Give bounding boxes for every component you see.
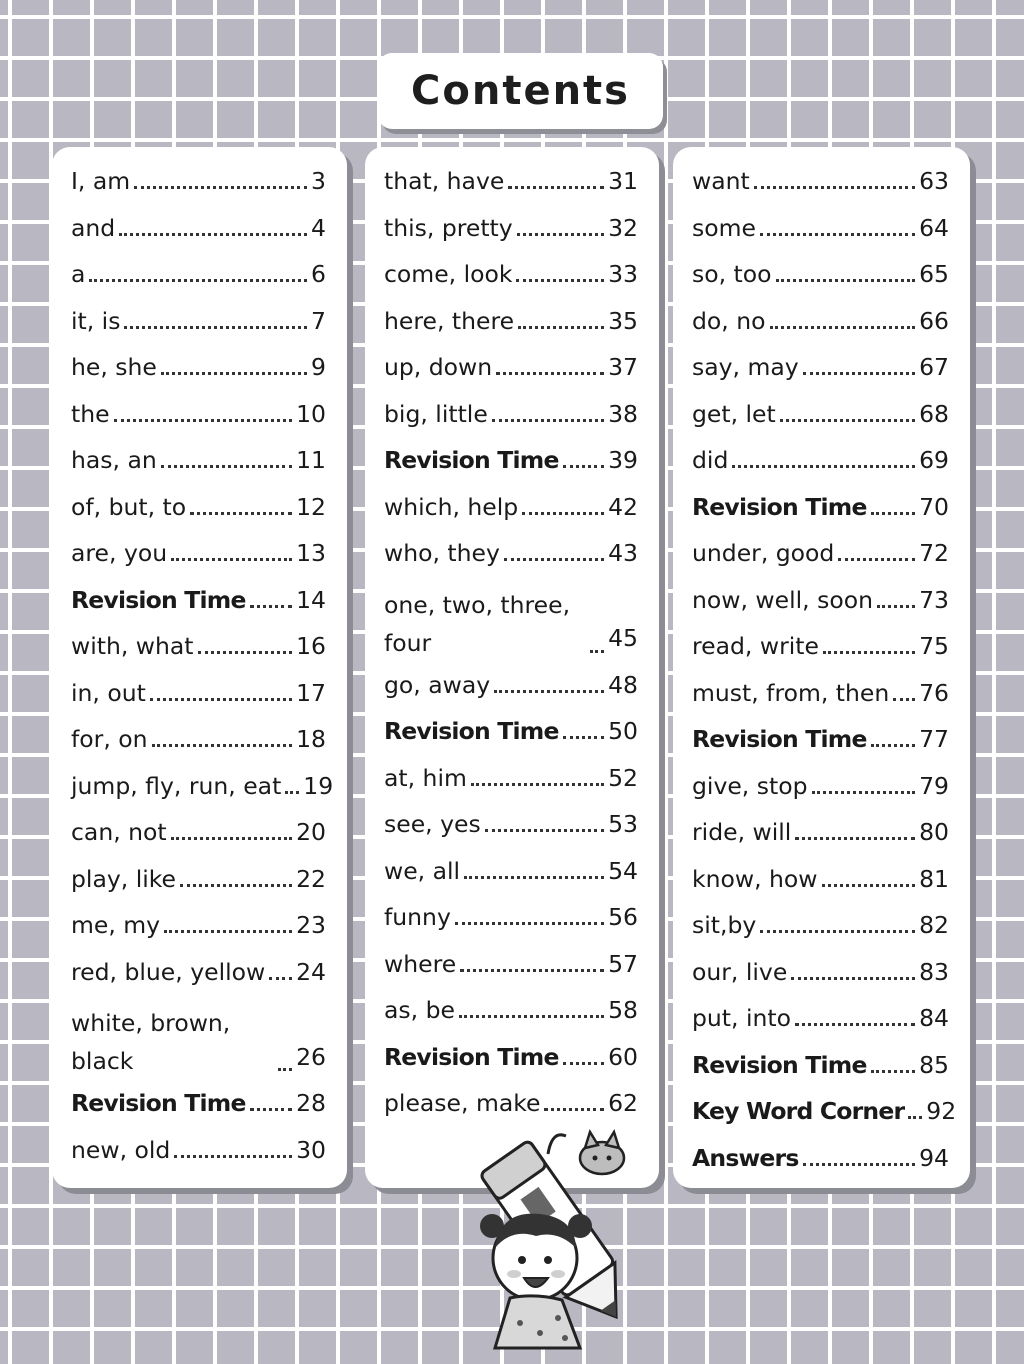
- entry-title: big, little: [384, 399, 488, 428]
- entry-title: put, into: [692, 1004, 791, 1032]
- entry-page-number: 23: [296, 911, 326, 939]
- contents-entry: [673, 856, 970, 903]
- contents-entry: [52, 158, 347, 205]
- contents-entry: [52, 809, 347, 856]
- contents-entry: [365, 391, 659, 438]
- entry-title: this, pretty: [384, 213, 513, 242]
- dot-leader: [278, 1068, 292, 1071]
- entry-title: for, on: [71, 725, 148, 753]
- entry-title: come, look: [384, 260, 513, 288]
- contents-entry: [365, 801, 659, 848]
- entry-page-number: 10: [296, 399, 326, 428]
- entry-page-number: 4: [311, 213, 326, 242]
- contents-entry: [673, 391, 970, 438]
- entry-page-number: 62: [608, 1089, 638, 1117]
- entry-title: did: [692, 446, 729, 474]
- entry-title: one, two, three, four: [384, 590, 571, 657]
- entry-title: who, they: [384, 539, 500, 567]
- entry-page-number: 37: [608, 353, 638, 381]
- dot-leader: [590, 650, 604, 653]
- entry-title: see, yes: [384, 810, 481, 838]
- dot-leader: [803, 372, 915, 375]
- entry-page-number: 83: [919, 957, 949, 986]
- entry-page-number: 17: [296, 678, 326, 707]
- entry-page-number: 43: [608, 539, 638, 567]
- dot-leader: [516, 279, 604, 282]
- contents-entry: [52, 205, 347, 252]
- dot-leader: [504, 558, 604, 561]
- dot-leader: [563, 465, 604, 468]
- entry-title: as, be: [384, 996, 455, 1024]
- entry-title: he, she: [71, 353, 157, 381]
- entry-page-number: 28: [296, 1089, 326, 1117]
- dot-leader: [134, 186, 307, 189]
- dot-leader: [877, 605, 915, 608]
- contents-entry: [673, 670, 970, 717]
- contents-entry: [52, 1080, 347, 1127]
- entry-page-number: 32: [608, 213, 638, 242]
- dot-leader: [114, 419, 293, 422]
- entry-title: read, write: [692, 632, 819, 660]
- contents-entry: [365, 530, 659, 577]
- contents-entry: [365, 755, 659, 802]
- entry-page-number: 38: [608, 399, 638, 428]
- entry-title: of, but, to: [71, 492, 187, 521]
- entry-page-number: 81: [919, 864, 949, 893]
- page-title: Contents: [411, 68, 630, 114]
- contents-entry: [365, 251, 659, 298]
- dot-leader: [198, 651, 293, 654]
- dot-leader: [803, 1163, 916, 1166]
- dot-leader: [492, 419, 604, 422]
- contents-column-1: [52, 147, 347, 1188]
- entry-page-number: 45: [608, 624, 638, 652]
- dot-leader: [795, 1023, 915, 1026]
- entry-title: our, live: [692, 957, 788, 986]
- entry-title: please, make: [384, 1089, 541, 1117]
- entry-page-number: 79: [919, 771, 949, 800]
- entry-page-number: 13: [296, 539, 326, 567]
- dot-leader: [152, 744, 293, 747]
- contents-entry: [673, 902, 970, 949]
- entry-page-number: 53: [608, 810, 638, 838]
- dot-leader: [89, 279, 307, 282]
- entry-page-number: 3: [311, 167, 326, 195]
- entry-title: Revision Time: [384, 446, 559, 474]
- entry-title: has, an: [71, 446, 157, 474]
- entry-page-number: 31: [608, 167, 638, 195]
- contents-entry: [673, 530, 970, 577]
- dot-leader: [780, 419, 915, 422]
- entry-page-number: 20: [296, 818, 326, 846]
- entry-title: and: [71, 213, 116, 242]
- entry-page-number: 84: [919, 1004, 949, 1032]
- contents-entry: [52, 623, 347, 670]
- contents-entry: [52, 716, 347, 763]
- entry-title: me, my: [71, 911, 161, 939]
- entry-title: ride, will: [692, 818, 792, 846]
- entry-title: white, brown, black: [71, 1009, 231, 1075]
- entry-title: that, have: [384, 167, 505, 195]
- dot-leader: [180, 884, 292, 887]
- entry-page-number: 19: [303, 771, 334, 800]
- entry-page-number: 63: [919, 167, 949, 195]
- contents-entry: [673, 577, 970, 624]
- entry-title: at, him: [384, 763, 467, 792]
- entry-page-number: 68: [919, 399, 949, 428]
- contents-entry: [673, 437, 970, 484]
- dot-leader: [494, 690, 604, 693]
- contents-entry: [673, 298, 970, 345]
- contents-entry: [365, 158, 659, 205]
- dot-leader: [455, 922, 604, 925]
- contents-entry: [52, 484, 347, 531]
- dot-leader: [770, 326, 916, 329]
- dot-leader: [838, 558, 915, 561]
- entry-page-number: 77: [919, 725, 949, 753]
- entry-page-number: 80: [919, 818, 949, 846]
- entry-title: Revision Time: [71, 585, 246, 614]
- entry-page-number: 65: [919, 260, 949, 288]
- contents-entry: [52, 902, 347, 949]
- entry-title: Revision Time: [384, 717, 559, 745]
- dot-leader: [871, 744, 915, 747]
- entry-title: give, stop: [692, 771, 808, 800]
- entry-title: can, not: [71, 818, 167, 846]
- dot-leader: [124, 326, 307, 329]
- entry-title: where: [384, 949, 457, 978]
- contents-entry: [52, 530, 347, 577]
- contents-title-tab: [378, 53, 663, 129]
- dot-leader: [732, 465, 915, 468]
- entry-title: the: [71, 399, 110, 428]
- contents-entry: [673, 809, 970, 856]
- entry-title: we, all: [384, 856, 461, 885]
- entry-page-number: 12: [296, 492, 326, 521]
- entry-page-number: 22: [296, 864, 326, 893]
- entry-page-number: 30: [296, 1135, 326, 1164]
- entry-page-number: 94: [919, 1143, 949, 1172]
- contents-entry: [52, 577, 347, 624]
- dot-leader: [791, 977, 915, 980]
- entry-title: it, is: [71, 306, 121, 335]
- entry-page-number: 9: [311, 353, 326, 381]
- entry-title: Key Word Corner: [692, 1097, 905, 1125]
- dot-leader: [161, 465, 292, 468]
- contents-entry: [52, 298, 347, 345]
- entry-page-number: 11: [296, 446, 326, 474]
- contents-entry: [673, 949, 970, 996]
- entry-page-number: 85: [919, 1050, 949, 1079]
- entry-title: a: [71, 260, 86, 288]
- dot-leader: [171, 837, 292, 840]
- entry-title: funny: [384, 903, 451, 931]
- dot-leader: [812, 791, 916, 794]
- contents-entry: [365, 941, 659, 988]
- entry-page-number: 73: [919, 585, 949, 614]
- entry-title: up, down: [384, 353, 493, 381]
- contents-entry: [673, 344, 970, 391]
- contents-entry: [52, 763, 347, 810]
- contents-entry: [52, 437, 347, 484]
- entry-page-number: 33: [608, 260, 638, 288]
- entry-page-number: 42: [608, 492, 638, 521]
- girl-with-pencil-illustration: [440, 1118, 675, 1354]
- contents-entry: [673, 1135, 970, 1182]
- entry-page-number: 18: [296, 725, 326, 753]
- entry-title: new, old: [71, 1135, 171, 1164]
- entry-page-number: 92: [926, 1097, 957, 1125]
- dot-leader: [760, 233, 915, 236]
- dot-leader: [518, 326, 604, 329]
- entry-page-number: 6: [311, 260, 326, 288]
- dot-leader: [460, 969, 604, 972]
- entry-page-number: 35: [608, 306, 638, 335]
- dot-leader: [544, 1108, 604, 1111]
- contents-entry: [673, 716, 970, 763]
- entry-page-number: 50: [608, 717, 638, 745]
- entry-title: Revision Time: [692, 492, 867, 521]
- entry-page-number: 48: [608, 670, 638, 699]
- dot-leader: [174, 1155, 292, 1158]
- contents-entry: [365, 894, 659, 941]
- dot-leader: [171, 558, 292, 561]
- entry-page-number: 64: [919, 213, 949, 242]
- dot-leader: [822, 884, 916, 887]
- entry-title: Revision Time: [384, 1042, 559, 1071]
- entry-page-number: 72: [919, 539, 949, 567]
- entry-title: here, there: [384, 306, 515, 335]
- dot-leader: [164, 930, 292, 933]
- entry-title: must, from, then: [692, 678, 890, 707]
- contents-column-2: [365, 147, 659, 1188]
- contents-entry: [673, 763, 970, 810]
- entry-title: Answers: [692, 1143, 799, 1172]
- entry-page-number: 69: [919, 446, 949, 474]
- dot-leader: [485, 829, 604, 832]
- dot-leader: [563, 736, 604, 739]
- entry-page-number: 58: [608, 996, 638, 1024]
- entry-title: with, what: [71, 632, 194, 660]
- dot-leader: [190, 512, 292, 515]
- dot-leader: [522, 512, 604, 515]
- dot-leader: [508, 186, 604, 189]
- entry-title: in, out: [71, 678, 146, 707]
- entry-title: so, too: [692, 260, 772, 288]
- dot-leader: [563, 1062, 604, 1065]
- dot-leader: [459, 1015, 604, 1018]
- entry-page-number: 82: [919, 911, 949, 939]
- entry-title: are, you: [71, 539, 168, 567]
- entry-page-number: 57: [608, 949, 638, 978]
- cat-icon: [548, 1132, 624, 1174]
- dot-leader: [250, 1108, 292, 1111]
- contents-entry: [365, 577, 659, 662]
- entry-title: want: [692, 167, 750, 195]
- entry-title: play, like: [71, 864, 176, 893]
- dot-leader: [823, 651, 915, 654]
- entry-page-number: 76: [919, 678, 949, 707]
- contents-entry: [673, 205, 970, 252]
- entry-page-number: 26: [296, 1042, 326, 1071]
- contents-entry: [673, 1042, 970, 1089]
- dot-leader: [795, 837, 915, 840]
- entry-title: now, well, soon: [692, 585, 874, 614]
- contents-entry: [365, 662, 659, 709]
- entry-page-number: 14: [296, 585, 326, 614]
- contents-entry: [365, 484, 659, 531]
- contents-entry: [673, 623, 970, 670]
- entry-title: Revision Time: [692, 725, 867, 753]
- entry-page-number: 66: [919, 306, 949, 335]
- entry-page-number: 54: [608, 856, 638, 885]
- entry-page-number: 75: [919, 632, 949, 660]
- contents-entry: [673, 1088, 970, 1135]
- entry-title: I, am: [71, 167, 131, 195]
- contents-entry: [365, 708, 659, 755]
- contents-entry: [52, 1127, 347, 1174]
- entry-page-number: 60: [608, 1042, 638, 1071]
- dot-leader: [269, 977, 292, 980]
- entry-page-number: 52: [608, 763, 638, 792]
- contents-entry: [365, 298, 659, 345]
- entry-page-number: 7: [311, 306, 326, 335]
- contents-entry: [365, 205, 659, 252]
- entry-page-number: 24: [296, 957, 326, 986]
- contents-entry: [52, 251, 347, 298]
- entry-title: Revision Time: [71, 1089, 246, 1117]
- dot-leader: [893, 698, 915, 701]
- contents-entry: [52, 949, 347, 996]
- dot-leader: [871, 512, 915, 515]
- entry-page-number: 39: [608, 446, 638, 474]
- entry-title: jump, fly, run, eat: [71, 771, 282, 800]
- dot-leader: [161, 372, 307, 375]
- dot-leader: [517, 233, 604, 236]
- entry-title: say, may: [692, 353, 799, 381]
- entry-page-number: 16: [296, 632, 326, 660]
- contents-entry: [52, 391, 347, 438]
- contents-entry: [365, 987, 659, 1034]
- dot-leader: [871, 1070, 915, 1073]
- entry-title: red, blue, yellow: [71, 957, 266, 986]
- contents-entry: [673, 158, 970, 205]
- dot-leader: [150, 698, 292, 701]
- dot-leader: [250, 605, 292, 608]
- contents-entry: [673, 484, 970, 531]
- dot-leader: [285, 791, 299, 794]
- entry-page-number: 56: [608, 903, 638, 931]
- contents-entry: [365, 344, 659, 391]
- dot-leader: [471, 783, 604, 786]
- entry-title: know, how: [692, 864, 818, 893]
- contents-entry: [365, 848, 659, 895]
- contents-entry: [52, 670, 347, 717]
- dot-leader: [776, 279, 916, 282]
- entry-title: do, no: [692, 306, 766, 335]
- contents-entry: [52, 856, 347, 903]
- entry-title: under, good: [692, 539, 835, 567]
- dot-leader: [908, 1116, 922, 1119]
- entry-page-number: 67: [919, 353, 949, 381]
- entry-title: which, help: [384, 492, 519, 521]
- contents-entry: [52, 344, 347, 391]
- entry-title: sit,by: [692, 911, 757, 939]
- contents-entry: [673, 251, 970, 298]
- contents-entry: [365, 1034, 659, 1081]
- contents-entry: [365, 437, 659, 484]
- contents-entry: [673, 995, 970, 1042]
- entry-title: go, away: [384, 670, 491, 699]
- dot-leader: [760, 930, 915, 933]
- dot-leader: [496, 372, 604, 375]
- contents-entry: [52, 995, 347, 1080]
- entry-title: get, let: [692, 399, 776, 428]
- entry-title: some: [692, 213, 756, 242]
- contents-column-3: [673, 147, 970, 1188]
- dot-leader: [754, 186, 915, 189]
- entry-page-number: 70: [919, 492, 949, 521]
- dot-leader: [119, 233, 307, 236]
- entry-title: Revision Time: [692, 1050, 867, 1079]
- dot-leader: [464, 876, 604, 879]
